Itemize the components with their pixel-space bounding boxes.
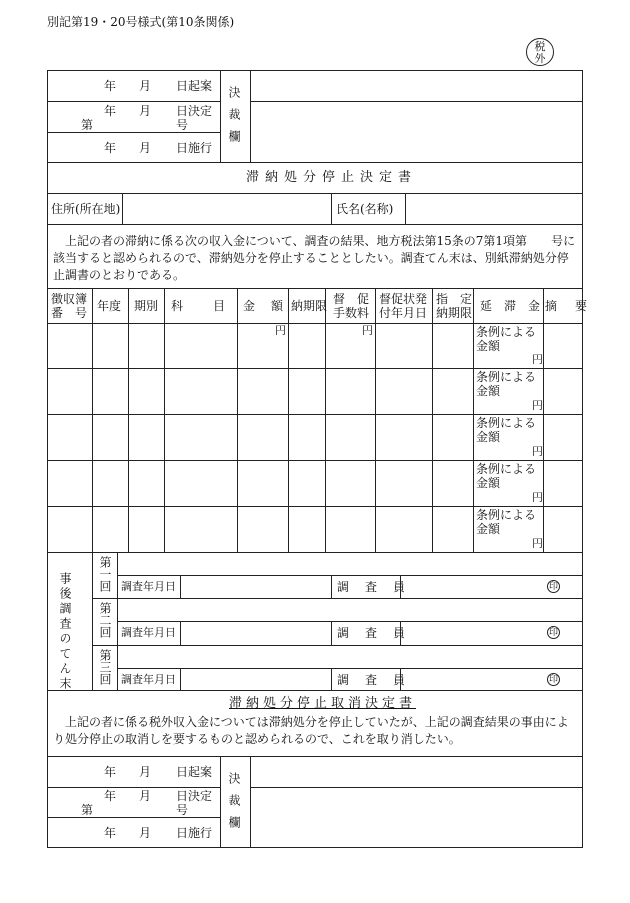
- name-field[interactable]: [406, 194, 582, 224]
- investigator-field[interactable]: [401, 669, 541, 691]
- form-title: 滞納処分停止決定書: [246, 170, 418, 185]
- year-label: 年: [104, 826, 117, 840]
- tax-badge-bottom: 外: [534, 52, 546, 65]
- investigation-notes-field[interactable]: [118, 599, 582, 621]
- approval-stamp-area-1[interactable]: [251, 71, 582, 101]
- seal-icon: 印: [548, 582, 558, 592]
- number-prefix-label: 第: [81, 803, 94, 817]
- approval-column-label: 決裁欄: [227, 772, 241, 838]
- late-fee-yen-unit: 円: [532, 399, 543, 412]
- investigation-date-field[interactable]: [181, 576, 331, 598]
- draft-date-label: 日起案: [176, 765, 213, 779]
- year-label: 年: [104, 765, 117, 779]
- decided-date-label: 日決定: [176, 789, 213, 803]
- month-label: 月: [139, 79, 152, 93]
- decision-body-text: 上記の者の滞納に係る次の収入金について、調査の結果、地方税法第15条の7第1項第 号に該当すると認められるので、滞納処分を停止することとしたい。調査てん末は、別紙滞納処分停止調書のとおりである。: [53, 234, 576, 282]
- month-label: 月: [139, 765, 152, 779]
- cancellation-body-text: 上記の者に係る税外収入金については滞納処分を停止していたが、上記の調査結果の事由により処分停止の取消しを要するものと認められるので、これを取り消したい。: [53, 715, 569, 746]
- ordinance-amount-label: 金額: [476, 339, 501, 353]
- ordinance-label: 条例による: [476, 508, 537, 522]
- approval-column-label: 決裁欄: [227, 86, 241, 152]
- approval-stamp-area-4[interactable]: [251, 788, 582, 847]
- col-header-reminder-fee: 督 促: [333, 292, 370, 306]
- investigation-notes-field[interactable]: [118, 553, 582, 575]
- investigator-field[interactable]: [401, 576, 541, 598]
- col-header-designated-due: 指 定: [436, 292, 473, 306]
- late-fee-yen-unit: 円: [532, 491, 543, 504]
- investigator-label: 調 査 員: [337, 580, 408, 594]
- col-header-reminder-issued-2: 付年月日: [379, 306, 428, 320]
- ordinance-amount-label: 金額: [476, 522, 501, 536]
- month-label: 月: [139, 789, 152, 803]
- investigator-label: 調 査 員: [337, 673, 408, 687]
- number-prefix-label: 第: [81, 118, 94, 132]
- round-label: 第二回: [98, 602, 112, 638]
- late-fee-yen-unit: 円: [532, 353, 543, 366]
- ordinance-label: 条例による: [476, 416, 537, 430]
- col-header-remarks: 摘 要: [545, 299, 591, 313]
- form-label: 別記第19・20号様式(第10条関係): [47, 15, 235, 29]
- year-label: 年: [104, 789, 117, 803]
- year-label: 年: [104, 141, 117, 155]
- draft-date-label: 日起案: [176, 79, 213, 93]
- investigation-date-label: 調査年月日: [121, 673, 176, 686]
- col-header-period: 期別: [134, 299, 159, 313]
- enforced-date-label: 日施行: [176, 141, 213, 155]
- seal-icon: 印: [548, 628, 558, 638]
- col-header-fiscal-year: 年度: [97, 299, 122, 313]
- investigation-section-label: 事後調査のてん末: [58, 572, 72, 692]
- col-header-ledger-no-2: 番 号: [51, 306, 88, 320]
- month-label: 月: [139, 141, 152, 155]
- ordinance-amount-label: 金額: [476, 476, 501, 490]
- investigation-date-label: 調査年月日: [121, 580, 176, 593]
- fee-yen-unit: 円: [362, 324, 373, 337]
- decided-date-label: 日決定: [176, 104, 213, 118]
- investigator-label: 調 査 員: [337, 626, 408, 640]
- amount-yen-unit: 円: [275, 324, 286, 337]
- month-label: 月: [139, 826, 152, 840]
- round-label: 第三回: [98, 649, 112, 685]
- year-label: 年: [104, 79, 117, 93]
- ordinance-label: 条例による: [476, 325, 537, 339]
- number-suffix-label: 号: [176, 803, 189, 817]
- ordinance-amount-label: 金額: [476, 384, 501, 398]
- col-header-reminder-fee-2: 手数料: [333, 306, 370, 320]
- address-field[interactable]: [123, 194, 331, 224]
- month-label: 月: [139, 104, 152, 118]
- round-label: 第一回: [98, 556, 112, 592]
- col-header-amount: 金 額: [243, 299, 286, 313]
- col-header-reminder-issued: 督促状発: [379, 292, 428, 306]
- tax-badge-top: 税: [534, 40, 546, 53]
- investigation-date-label: 調査年月日: [121, 626, 176, 639]
- investigation-date-field[interactable]: [181, 669, 331, 691]
- col-header-late-fee: 延 滞 金: [480, 299, 541, 313]
- investigation-date-field[interactable]: [181, 622, 331, 644]
- address-label: 住所(所在地): [51, 202, 121, 216]
- approval-stamp-area-2[interactable]: [251, 102, 582, 161]
- year-label: 年: [104, 104, 117, 118]
- enforced-date-label: 日施行: [176, 826, 213, 840]
- number-suffix-label: 号: [176, 118, 189, 132]
- seal-icon: 印: [548, 675, 558, 685]
- ordinance-label: 条例による: [476, 370, 537, 384]
- late-fee-yen-unit: 円: [532, 537, 543, 550]
- tax-exempt-badge: [526, 38, 554, 66]
- ordinance-label: 条例による: [476, 462, 537, 476]
- name-label: 氏名(名称): [336, 202, 394, 216]
- col-header-item: 科 目: [171, 299, 228, 313]
- col-header-designated-due-2: 納期限: [436, 306, 473, 320]
- ordinance-amount-label: 金額: [476, 430, 501, 444]
- col-header-due-date: 納期限: [291, 299, 328, 313]
- investigator-field[interactable]: [401, 622, 541, 644]
- cancellation-title: 滞納処分停止取消決定書: [229, 696, 417, 711]
- late-fee-yen-unit: 円: [532, 445, 543, 458]
- col-header-ledger-no: 徴収簿: [51, 292, 88, 306]
- investigation-notes-field[interactable]: [118, 646, 582, 668]
- approval-stamp-area-3[interactable]: [251, 757, 582, 787]
